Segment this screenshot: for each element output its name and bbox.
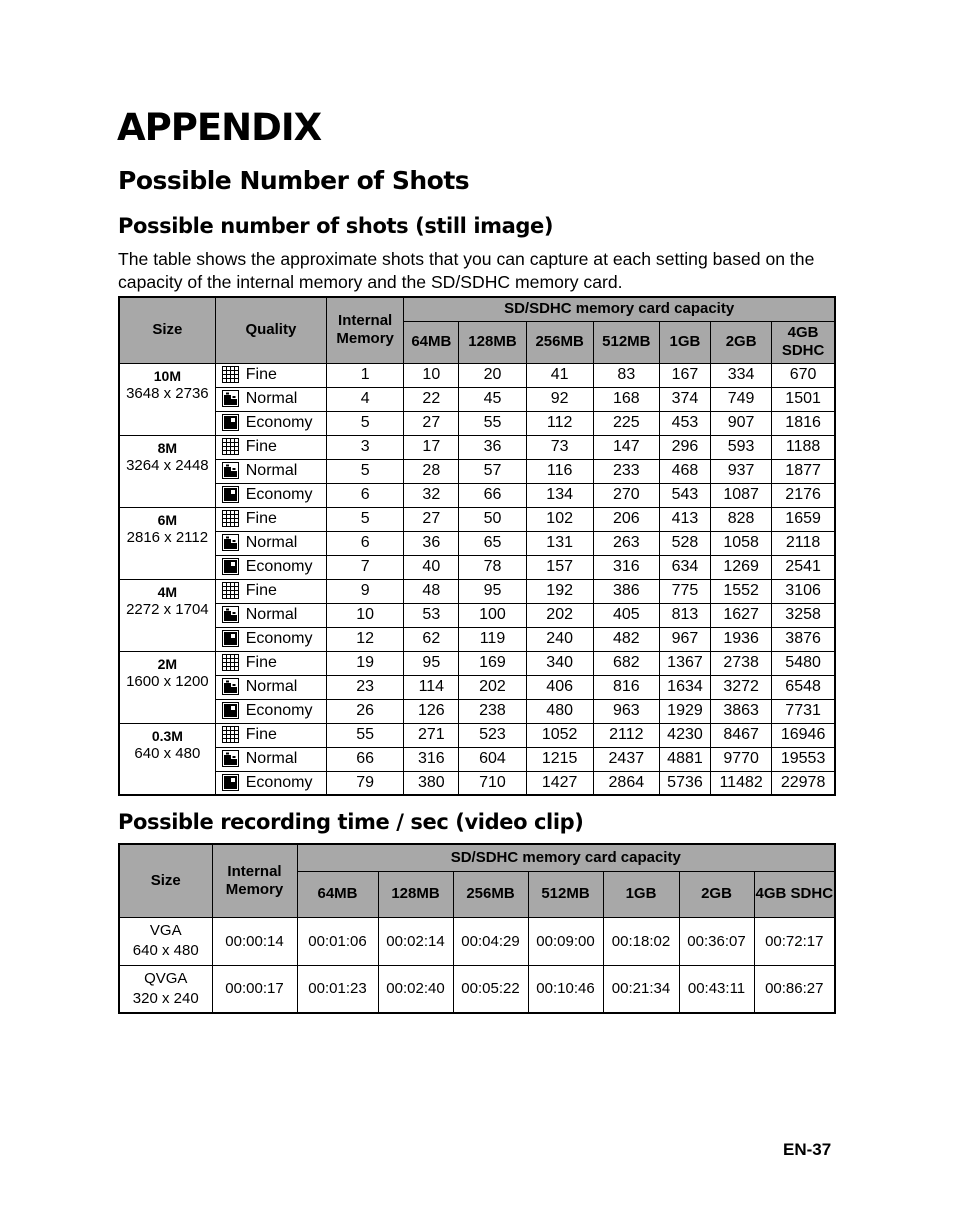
quality-label: Fine [245,438,277,455]
capacity-cell: 3272 [711,675,772,699]
quality-label: Normal [245,534,298,551]
quality-label: Economy [245,558,313,575]
table-row [119,363,835,387]
capacity-cell: 816 [593,675,659,699]
quality-label: Fine [245,366,277,383]
table-row [119,555,835,579]
capacity-cell: 92 [526,387,593,411]
capacity-cell: 1058 [711,531,772,555]
still-image-shots-table [118,296,836,796]
table-row [119,917,835,965]
capacity-cell: 907 [711,411,772,435]
video-capacity-cell: 00:04:29 [453,917,528,965]
capacity-cell: 5736 [659,771,710,795]
capacity-cell: 169 [459,651,526,675]
intro-paragraph: The table shows the approximate shots that you can capture at each setting based on the capacity of the internal memory and the SD/SDHC memory card. [118,249,815,292]
capacity-cell: 192 [526,579,593,603]
capacity-cell: 9770 [711,747,772,771]
video-header-capacity: 4GB SDHC [754,871,835,917]
quality-cell [215,411,326,435]
capacity-cell: 19553 [772,747,835,771]
capacity-cell: 634 [659,555,710,579]
capacity-cell: 1501 [772,387,835,411]
table-row [119,387,835,411]
video-size-label: VGA [149,922,182,939]
capacity-cell: 316 [593,555,659,579]
internal-memory-cell: 7 [327,555,404,579]
video-capacity-cell: 00:21:34 [603,965,679,1013]
capacity-cell: 1188 [772,435,835,459]
section-title: Possible Number of Shots [118,166,470,195]
internal-memory-cell: 5 [327,411,404,435]
capacity-cell: 2864 [593,771,659,795]
size-label: 4M [157,583,178,600]
table-row [119,965,835,1013]
size-resolution: 3648 x 2736 [126,384,209,402]
video-capacity-cell: 00:36:07 [679,917,754,965]
capacity-cell: 828 [711,507,772,531]
video-capacity-cell: 00:05:22 [453,965,528,1013]
quality-cell [215,747,326,771]
quality-label: Normal [245,750,298,767]
table-row [119,699,835,723]
internal-memory-cell: 5 [327,507,404,531]
normal-quality-icon [222,390,239,407]
table-row [119,483,835,507]
video-header-capacity: 256MB [453,871,528,917]
fine-quality-icon [222,582,239,599]
size-label: 2M [157,655,178,672]
table-row [119,723,835,747]
capacity-cell: 17 [404,435,459,459]
still-image-title: Possible number of shots (still image) [118,214,554,238]
size-label: 6M [157,511,178,528]
video-table-body [119,917,835,1013]
capacity-cell: 53 [404,603,459,627]
capacity-cell: 55 [459,411,526,435]
capacity-cell: 65 [459,531,526,555]
size-cell [119,363,215,435]
header-capacity: 128MB [459,321,526,363]
quality-cell [215,651,326,675]
capacity-cell: 102 [526,507,593,531]
size-label: 0.3M [151,727,183,744]
quality-cell [215,579,326,603]
video-header-capacity: 512MB [528,871,603,917]
internal-memory-cell: 12 [327,627,404,651]
fine-quality-icon [222,654,239,671]
quality-cell [215,723,326,747]
capacity-cell: 7731 [772,699,835,723]
capacity-cell: 11482 [711,771,772,795]
capacity-cell: 112 [526,411,593,435]
internal-memory-cell: 23 [327,675,404,699]
table-row [119,507,835,531]
capacity-cell: 963 [593,699,659,723]
capacity-cell: 1816 [772,411,835,435]
video-header-capacity: 128MB [378,871,453,917]
capacity-cell: 126 [404,699,459,723]
quality-label: Economy [245,414,313,431]
economy-quality-icon [222,702,239,719]
quality-label: Normal [245,606,298,623]
fine-quality-icon [222,726,239,743]
internal-memory-cell: 5 [327,459,404,483]
video-clip-title: Possible recording time / sec (video clip) [118,810,584,834]
capacity-cell: 32 [404,483,459,507]
capacity-cell: 482 [593,627,659,651]
capacity-cell: 2118 [772,531,835,555]
capacity-cell: 406 [526,675,593,699]
capacity-cell: 270 [593,483,659,507]
internal-memory-cell: 55 [327,723,404,747]
capacity-cell: 1367 [659,651,710,675]
capacity-cell: 749 [711,387,772,411]
video-header-internal-memory: Internal Memory [212,844,297,917]
economy-quality-icon [222,558,239,575]
capacity-cell: 167 [659,363,710,387]
capacity-cell: 3258 [772,603,835,627]
quality-label: Fine [245,726,277,743]
quality-label: Economy [245,702,313,719]
economy-quality-icon [222,630,239,647]
video-size-cell [119,965,212,1013]
quality-cell [215,603,326,627]
video-size-label: QVGA [144,969,188,987]
quality-cell [215,507,326,531]
size-resolution: 640 x 480 [134,744,201,762]
page-number: EN-37 [783,1140,832,1159]
capacity-cell: 1929 [659,699,710,723]
video-size-resolution: 640 x 480 [132,942,199,959]
quality-label: Fine [245,582,277,599]
capacity-cell: 27 [404,411,459,435]
video-capacity-cell: 00:01:06 [297,917,378,965]
still-table-body [119,363,835,795]
fine-quality-icon [222,366,239,383]
size-resolution: 1600 x 1200 [126,672,209,690]
table-row [119,627,835,651]
capacity-cell: 937 [711,459,772,483]
video-internal-memory-cell: 00:00:14 [212,917,297,965]
quality-cell [215,483,326,507]
capacity-cell: 20 [459,363,526,387]
capacity-cell: 1269 [711,555,772,579]
capacity-cell: 134 [526,483,593,507]
video-capacity-cell: 00:72:17 [754,917,835,965]
capacity-cell: 380 [404,771,459,795]
capacity-cell: 22 [404,387,459,411]
capacity-cell: 206 [593,507,659,531]
capacity-cell: 95 [459,579,526,603]
capacity-cell: 100 [459,603,526,627]
size-label: 10M [153,367,181,384]
capacity-cell: 225 [593,411,659,435]
capacity-cell: 95 [404,651,459,675]
capacity-cell: 40 [404,555,459,579]
capacity-cell: 8467 [711,723,772,747]
capacity-cell: 233 [593,459,659,483]
table-row [119,531,835,555]
size-cell [119,579,215,651]
quality-label: Economy [245,773,313,791]
video-capacity-cell: 00:18:02 [603,917,679,965]
table-row [119,459,835,483]
capacity-cell: 119 [459,627,526,651]
capacity-cell: 3876 [772,627,835,651]
quality-cell [215,627,326,651]
capacity-cell: 6548 [772,675,835,699]
capacity-cell: 131 [526,531,593,555]
capacity-cell: 22978 [772,771,835,795]
size-cell [119,435,215,507]
header-capacity: 256MB [526,321,593,363]
video-capacity-cell: 00:10:46 [528,965,603,1013]
capacity-cell: 36 [404,531,459,555]
header-card-capacity: SD/SDHC memory card capacity [404,297,835,321]
size-resolution: 2816 x 2112 [126,528,209,546]
fine-quality-icon [222,510,239,527]
capacity-cell: 45 [459,387,526,411]
capacity-cell: 202 [459,675,526,699]
capacity-cell: 116 [526,459,593,483]
video-header-capacity: 1GB [603,871,679,917]
capacity-cell: 468 [659,459,710,483]
internal-memory-cell: 66 [327,747,404,771]
capacity-cell: 50 [459,507,526,531]
capacity-cell: 316 [404,747,459,771]
video-capacity-cell: 00:02:40 [378,965,453,1013]
capacity-cell: 340 [526,651,593,675]
video-header-capacity: 64MB [297,871,378,917]
capacity-cell: 5480 [772,651,835,675]
economy-quality-icon [222,486,239,503]
capacity-cell: 1052 [526,723,593,747]
table-row [119,651,835,675]
capacity-cell: 73 [526,435,593,459]
capacity-cell: 1877 [772,459,835,483]
capacity-cell: 453 [659,411,710,435]
capacity-cell: 263 [593,531,659,555]
quality-label: Fine [245,654,277,671]
capacity-cell: 62 [404,627,459,651]
capacity-cell: 670 [772,363,835,387]
capacity-cell: 1552 [711,579,772,603]
capacity-cell: 528 [659,531,710,555]
capacity-cell: 238 [459,699,526,723]
normal-quality-icon [222,750,239,767]
internal-memory-cell: 6 [327,531,404,555]
capacity-cell: 4230 [659,723,710,747]
video-internal-memory-cell: 00:00:17 [212,965,297,1013]
table-row [119,435,835,459]
video-capacity-cell: 00:43:11 [679,965,754,1013]
quality-cell [215,699,326,723]
capacity-cell: 2112 [593,723,659,747]
capacity-cell: 296 [659,435,710,459]
capacity-cell: 523 [459,723,526,747]
capacity-cell: 710 [459,771,526,795]
economy-quality-icon [222,774,239,791]
capacity-cell: 3863 [711,699,772,723]
normal-quality-icon [222,462,239,479]
capacity-cell: 593 [711,435,772,459]
internal-memory-cell: 10 [327,603,404,627]
capacity-cell: 1627 [711,603,772,627]
video-capacity-cell: 00:01:23 [297,965,378,1013]
capacity-cell: 1936 [711,627,772,651]
capacity-cell: 543 [659,483,710,507]
table-row [119,603,835,627]
table-row [119,747,835,771]
capacity-cell: 604 [459,747,526,771]
video-size-resolution: 320 x 240 [132,989,199,1007]
internal-memory-cell: 19 [327,651,404,675]
quality-cell [215,675,326,699]
capacity-cell: 374 [659,387,710,411]
capacity-cell: 386 [593,579,659,603]
quality-cell [215,771,326,795]
quality-label: Economy [245,630,313,647]
video-header-size: Size [119,844,212,917]
capacity-cell: 1659 [772,507,835,531]
quality-cell [215,531,326,555]
capacity-cell: 682 [593,651,659,675]
capacity-cell: 271 [404,723,459,747]
header-size: Size [119,297,215,363]
capacity-cell: 27 [404,507,459,531]
capacity-cell: 28 [404,459,459,483]
internal-memory-cell: 9 [327,579,404,603]
capacity-cell: 78 [459,555,526,579]
capacity-cell: 10 [404,363,459,387]
capacity-cell: 1427 [526,771,593,795]
capacity-cell: 405 [593,603,659,627]
capacity-cell: 2437 [593,747,659,771]
video-capacity-cell: 00:02:14 [378,917,453,965]
size-resolution: 2272 x 1704 [126,600,209,618]
video-header-card-capacity: SD/SDHC memory card capacity [297,844,835,871]
capacity-cell: 202 [526,603,593,627]
capacity-cell: 48 [404,579,459,603]
header-quality: Quality [215,297,326,363]
capacity-cell: 57 [459,459,526,483]
capacity-cell: 2176 [772,483,835,507]
capacity-cell: 813 [659,603,710,627]
header-capacity: 2GB [711,321,772,363]
capacity-cell: 1087 [711,483,772,507]
quality-cell [215,459,326,483]
video-capacity-cell: 00:09:00 [528,917,603,965]
capacity-cell: 4881 [659,747,710,771]
internal-memory-cell: 79 [327,771,404,795]
table-row [119,675,835,699]
header-capacity: 64MB [404,321,459,363]
video-header-capacity: 2GB [679,871,754,917]
quality-label: Normal [245,390,298,407]
quality-label: Fine [245,510,277,527]
size-cell [119,651,215,723]
capacity-cell: 413 [659,507,710,531]
internal-memory-cell: 6 [327,483,404,507]
capacity-cell: 16946 [772,723,835,747]
capacity-cell: 157 [526,555,593,579]
video-capacity-cell: 00:86:27 [754,965,835,1013]
video-recording-time-table [118,843,836,1014]
header-capacity: 4GB SDHC [772,321,835,363]
fine-quality-icon [222,438,239,455]
size-label: 8M [157,439,178,456]
internal-memory-cell: 1 [327,363,404,387]
capacity-cell: 36 [459,435,526,459]
page-heading: APPENDIX [117,106,322,149]
capacity-cell: 41 [526,363,593,387]
capacity-cell: 114 [404,675,459,699]
table-row [119,579,835,603]
economy-quality-icon [222,414,239,431]
capacity-cell: 334 [711,363,772,387]
capacity-cell: 1215 [526,747,593,771]
size-cell [119,723,215,795]
normal-quality-icon [222,678,239,695]
header-capacity: 1GB [659,321,710,363]
normal-quality-icon [222,606,239,623]
capacity-cell: 480 [526,699,593,723]
header-capacity: 512MB [593,321,659,363]
capacity-cell: 83 [593,363,659,387]
quality-cell [215,387,326,411]
capacity-cell: 3106 [772,579,835,603]
quality-label: Normal [245,462,298,479]
quality-cell [215,555,326,579]
table-row [119,771,835,795]
capacity-cell: 168 [593,387,659,411]
quality-cell [215,435,326,459]
size-cell [119,507,215,579]
normal-quality-icon [222,534,239,551]
capacity-cell: 66 [459,483,526,507]
capacity-cell: 967 [659,627,710,651]
internal-memory-cell: 4 [327,387,404,411]
quality-label: Normal [245,678,298,695]
capacity-cell: 1634 [659,675,710,699]
internal-memory-cell: 26 [327,699,404,723]
quality-label: Economy [245,486,313,503]
header-internal-memory: Internal Memory [327,297,404,363]
capacity-cell: 147 [593,435,659,459]
capacity-cell: 775 [659,579,710,603]
video-size-cell [119,917,212,965]
internal-memory-cell: 3 [327,435,404,459]
capacity-cell: 2738 [711,651,772,675]
capacity-cell: 2541 [772,555,835,579]
capacity-cell: 240 [526,627,593,651]
table-row [119,411,835,435]
quality-cell [215,363,326,387]
size-resolution: 3264 x 2448 [126,456,209,474]
